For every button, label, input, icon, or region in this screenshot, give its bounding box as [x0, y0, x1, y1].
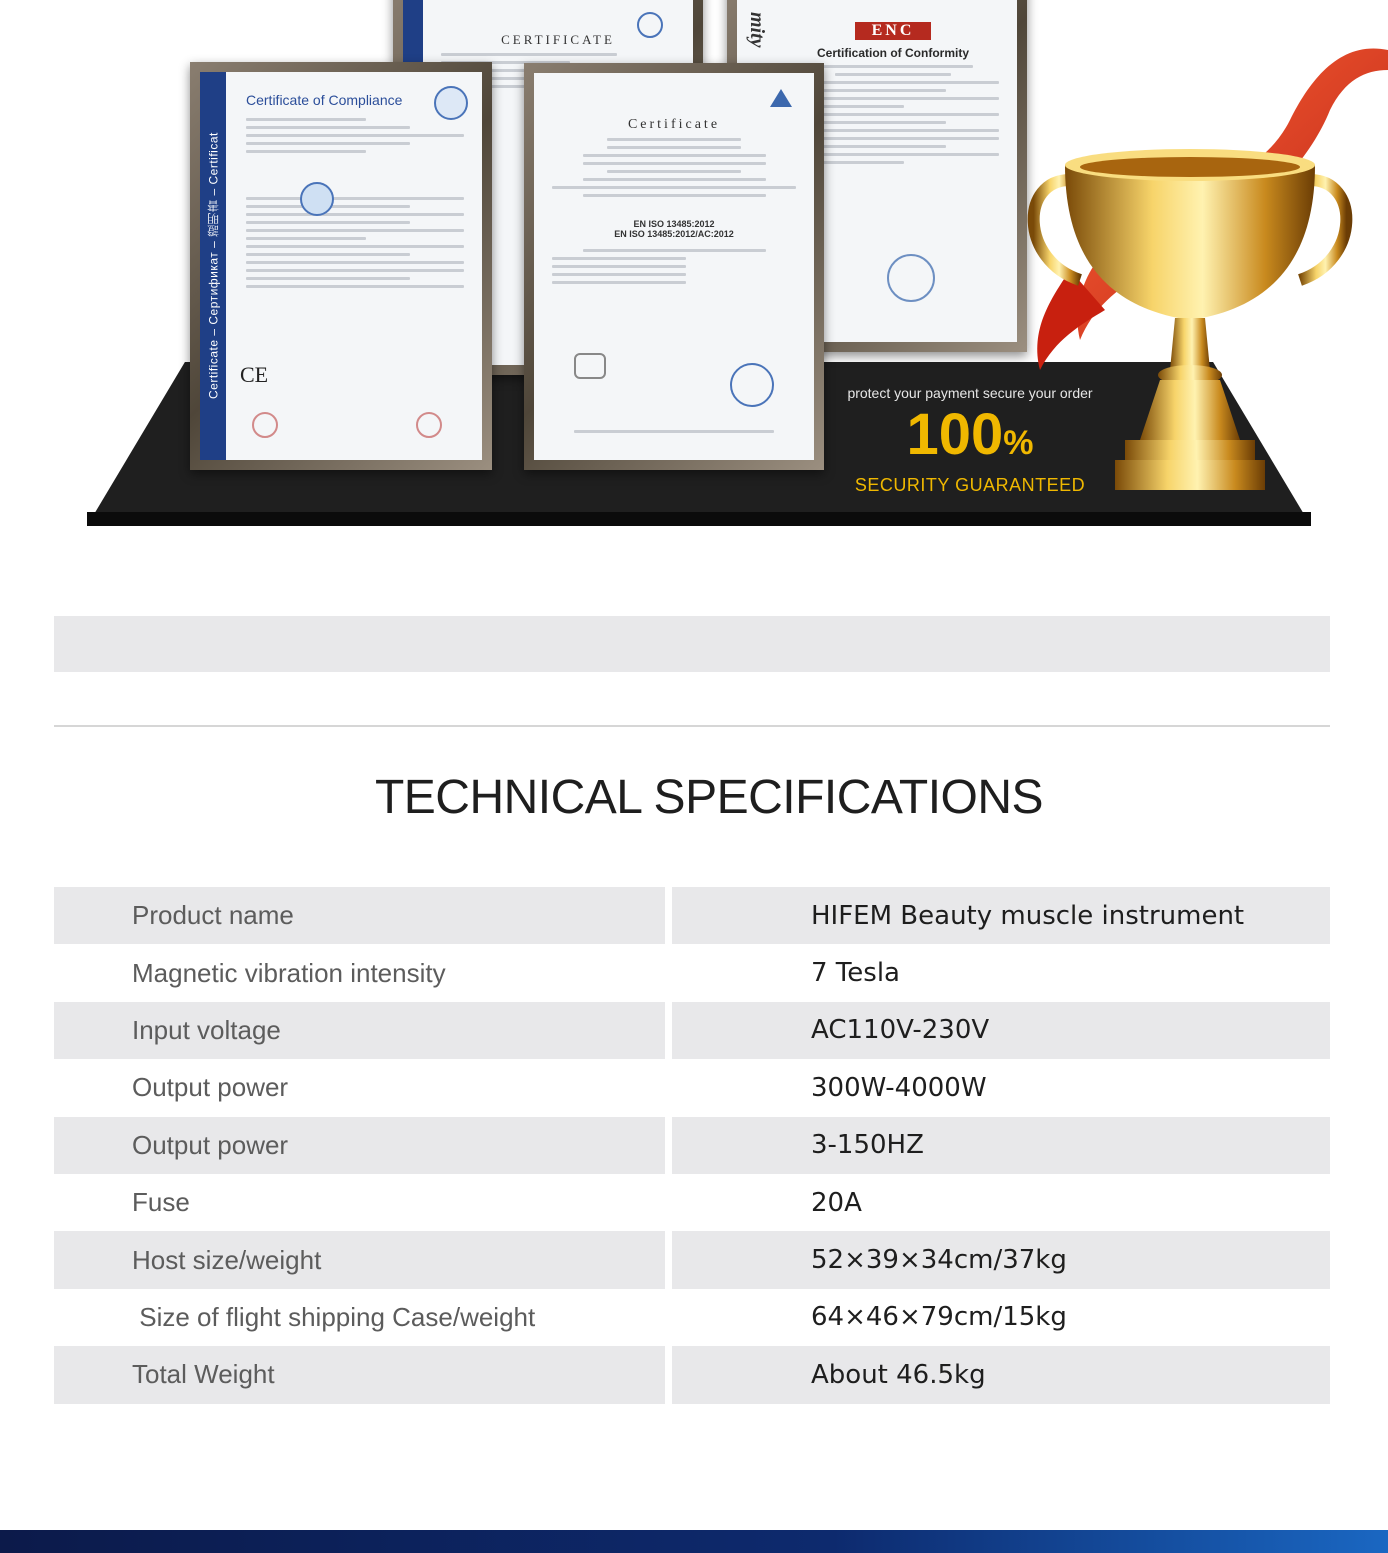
certificate-compliance [190, 62, 492, 470]
conformity-side-text: mity [746, 12, 768, 48]
grey-spacer-bar [54, 616, 1330, 672]
section-divider [54, 725, 1330, 727]
spec-table [54, 887, 1330, 1404]
promo-number: 100 [906, 402, 1004, 467]
spec-label: Product name [132, 900, 294, 931]
iso-certificate-title: Certificate [627, 117, 721, 132]
spec-section-title: TECHNICAL SPECIFICATIONS [374, 771, 1044, 824]
table-row [54, 1289, 1330, 1346]
table-row [54, 1231, 1330, 1288]
spec-label: Output power [132, 1129, 289, 1160]
tuv-logo-icon [770, 89, 792, 107]
table-row [54, 1059, 1330, 1116]
red-stamp-icon [416, 412, 442, 438]
spec-label: Host size/weight [132, 1244, 322, 1275]
table-row [54, 1002, 1330, 1059]
table-row [54, 944, 1330, 1001]
tuv-stamp-icon [730, 363, 774, 407]
red-stamp-icon [252, 412, 278, 438]
conformity-logo: ENC [855, 22, 931, 40]
accreditation-badge-icon [300, 182, 334, 216]
conformity-title: Certification of Conformity [817, 46, 969, 60]
spec-label: Total Weight [132, 1359, 275, 1390]
spec-value: 52×39×34cm/37kg [811, 1245, 1067, 1276]
table-row [54, 1174, 1330, 1231]
compliance-title: Certificate of Compliance [246, 92, 403, 108]
spec-value: 300W-4000W [811, 1072, 987, 1103]
conformity-stamp-icon [887, 254, 935, 302]
table-row [54, 887, 1330, 944]
spec-label: Size of flight shipping Case/weight [132, 1301, 536, 1332]
iso-standard-1: EN ISO 13485:2012 [633, 219, 715, 229]
spec-label: Input voltage [132, 1014, 281, 1045]
spec-label: Magnetic vibration intensity [132, 957, 446, 988]
spec-value: 7 Tesla [811, 958, 900, 989]
spec-value: 3-150HZ [811, 1130, 924, 1161]
promo-tagline: protect your payment secure your order [847, 385, 1093, 401]
ce-mark-icon: CE [240, 362, 269, 387]
ecm-logo-icon [434, 86, 468, 120]
spec-value: About 46.5kg [811, 1359, 986, 1390]
dakks-logo-icon [574, 353, 606, 379]
table-row [54, 1346, 1330, 1403]
compliance-side-band: Certificate – Сертификат – 證明書 – Certificat [200, 72, 226, 460]
spec-value: HIFEM Beauty muscle instrument [811, 900, 1245, 931]
spec-value: AC110V-230V [811, 1015, 990, 1046]
table-row [54, 1117, 1330, 1174]
spec-value: 64×46×79cm/15kg [811, 1302, 1067, 1333]
certificate-iso [524, 63, 824, 470]
promo-percent-sign: % [1003, 424, 1034, 462]
footer-gradient-bar [0, 1530, 1388, 1553]
certificate-banner [0, 0, 1388, 540]
iso-standard-2: EN ISO 13485:2012/AC:2012 [614, 229, 734, 239]
promo-guarantee: SECURITY GUARANTEED [854, 475, 1086, 495]
spec-label: Fuse [132, 1187, 190, 1218]
spec-value: 20A [811, 1187, 862, 1218]
spec-label: Output power [132, 1072, 289, 1103]
trophy-icon [1010, 40, 1388, 500]
certificate-title: CERTIFICATE [501, 32, 615, 47]
platform-edge [87, 512, 1311, 526]
certificate-seal-icon [637, 12, 663, 38]
